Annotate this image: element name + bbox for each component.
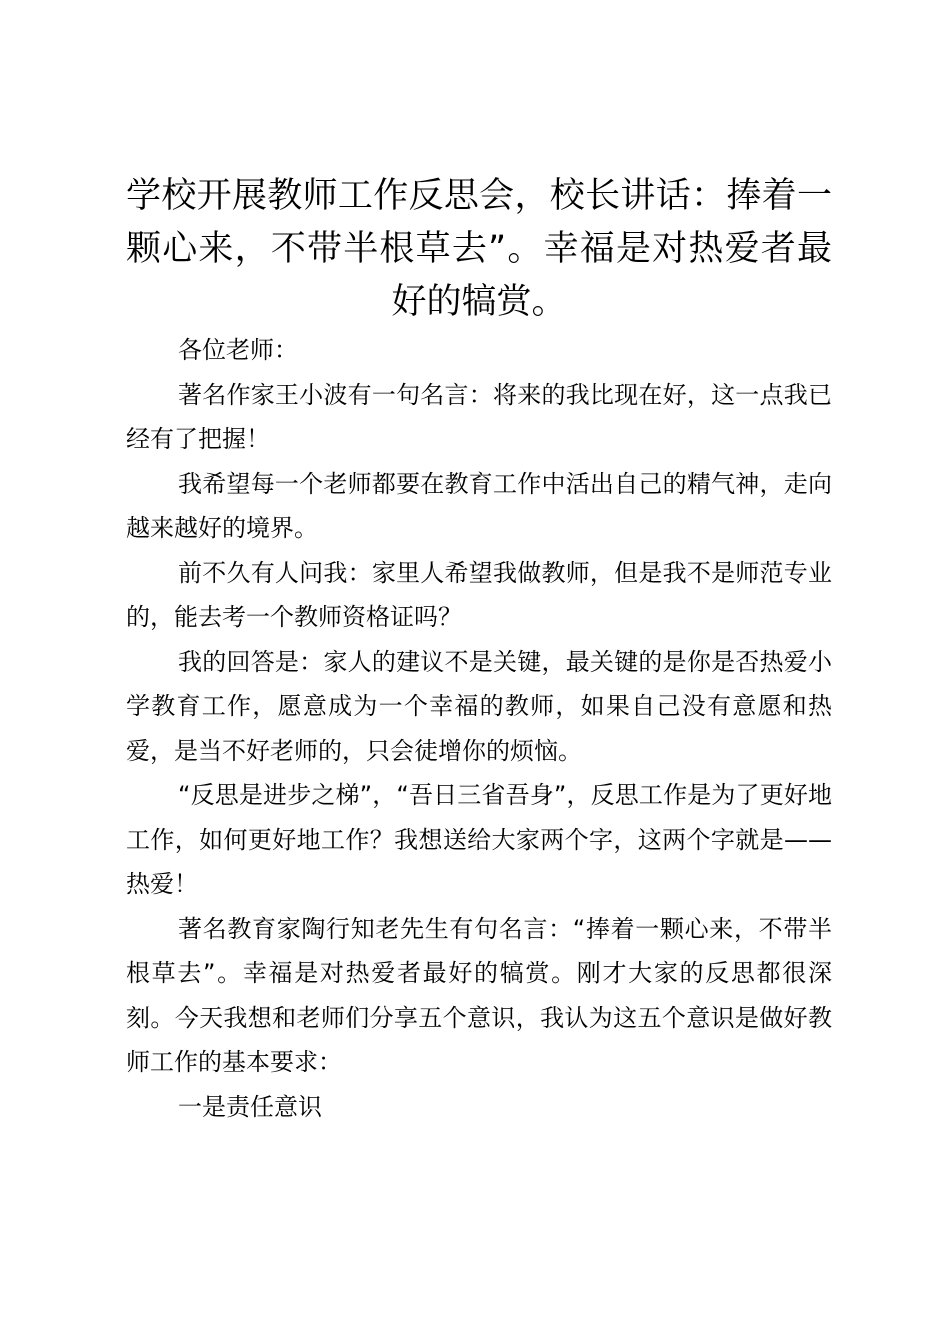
document-title: 学校开展教师工作反思会，校长讲话：捧着一颗心来，不带半根草去”。幸福是对热爱者最好的犒赏。 xyxy=(126,176,832,322)
body-paragraph: 著名教育家陶行知老先生有句名言：“捧着一颗心来，不带半根草去”。幸福是对热爱者最好的犒赏。刚才大家的反思都很深刻。今天我想和老师们分享五个意识，我认为这五个意识是做好教师工作的基本要求： xyxy=(126,914,832,1076)
section-heading-paragraph: 一是责任意识 xyxy=(178,1092,322,1121)
body-paragraph: 我的回答是：家人的建议不是关键，最关键的是你是否热爱小学教育工作，愿意成为一个幸福的教师，如果自己没有意愿和热爱，是当不好老师的，只会徒增你的烦恼。 xyxy=(126,647,832,765)
document-body xyxy=(126,328,832,1129)
body-paragraph: 著名作家王小波有一句名言：将来的我比现在好，这一点我已经有了把握！ xyxy=(126,380,832,453)
body-paragraph: 我希望每一个老师都要在教育工作中活出自己的精气神，走向越来越好的境界。 xyxy=(126,469,832,542)
body-paragraph: 前不久有人问我：家里人希望我做教师，但是我不是师范专业的，能去考一个教师资格证吗？ xyxy=(126,558,832,631)
body-paragraph: “反思是进步之梯”，“吾日三省吾身”，反思工作是为了更好地工作，如何更好地工作？我想送给大家两个字，这两个字就是——热爱！ xyxy=(126,781,832,898)
salutation-paragraph: 各位老师： xyxy=(178,336,298,364)
